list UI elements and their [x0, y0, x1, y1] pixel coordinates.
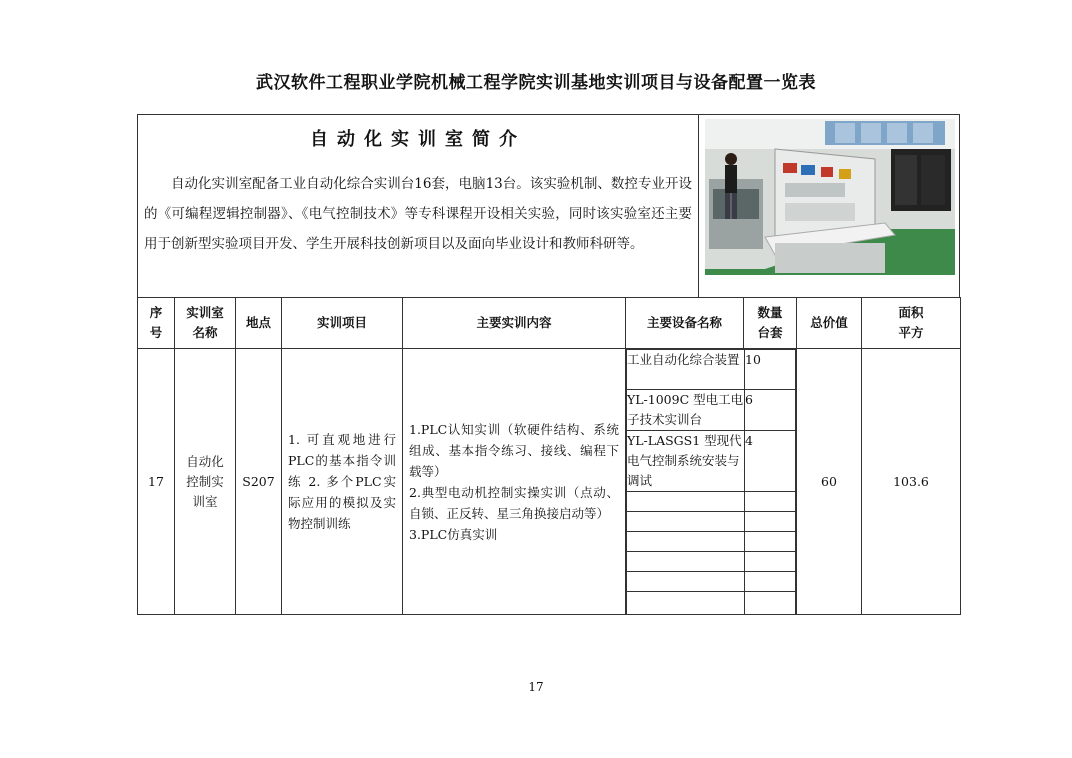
- content-item: 3.PLC仿真实训: [409, 526, 498, 542]
- equipment-name: [627, 592, 745, 614]
- equipment-row: [627, 492, 796, 512]
- training-table: [137, 297, 961, 615]
- content-item: 1.PLC认知实训（软硬件结构、系统组成、基本指令练习、接线、编程下载等）: [409, 421, 619, 479]
- content-item: 2.典型电动机控制实操实训（点动、自锁、正反转、星三角换接启动等）: [409, 484, 619, 521]
- equipment-qty: 6: [745, 390, 796, 431]
- header-quantity: 数量 台套: [744, 298, 797, 349]
- cell-room: [175, 349, 236, 615]
- lab-photo: [705, 119, 955, 275]
- equipment-name: 工业自动化综合装置: [627, 350, 745, 390]
- cell-value: 60: [797, 349, 862, 615]
- header-equipment: 主要设备名称: [626, 298, 744, 349]
- cell-content: [403, 349, 626, 615]
- intro-divider: [698, 115, 699, 297]
- header-room: 实训室 名称: [175, 298, 236, 349]
- equipment-row: [627, 572, 796, 592]
- cell-equipment: [626, 349, 797, 615]
- cell-index: 17: [138, 349, 175, 615]
- equipment-row: [627, 431, 796, 492]
- equipment-name: [627, 512, 745, 532]
- equipment-qty: 10: [745, 350, 796, 390]
- lab-photo-illustration: [705, 119, 955, 275]
- header-project: 实训项目: [282, 298, 403, 349]
- room-name: 自动化控制实训室: [186, 453, 224, 509]
- header-area: 面积 平方: [862, 298, 961, 349]
- intro-heading: 自动化实训室简介: [310, 129, 526, 150]
- equipment-qty: [745, 572, 796, 592]
- equipment-row: [627, 350, 796, 390]
- equipment-qty: [745, 532, 796, 552]
- intro-box: [137, 114, 960, 298]
- document-title: 武汉软件工程职业学院机械工程学院实训基地实训项目与设备配置一览表: [256, 73, 816, 93]
- cell-project: [282, 349, 403, 615]
- cell-area: 103.6: [862, 349, 961, 615]
- table-row: [138, 349, 961, 615]
- equipment-name: YL-LASGS1 型现代电气控制系统安装与调试: [627, 431, 745, 492]
- header-index: 序 号: [138, 298, 175, 349]
- header-location: 地点: [236, 298, 282, 349]
- header-row: [138, 298, 961, 349]
- intro-text: 自动化实训室配备工业自动化综合实训台16套，电脑13台。该实验机制、数控专业开设的《可编程逻辑控制器》、《电气控制技术》等专科课程开设相关实验，同时该实验室还主要用于创新型实验项目开发、学生开展科技创新项目以及面向毕业设计和教师科研等。: [144, 176, 692, 252]
- equipment-qty: [745, 512, 796, 532]
- page-number: 17: [528, 680, 544, 694]
- equipment-table: [626, 349, 796, 614]
- equipment-name: [627, 572, 745, 592]
- equipment-row: [627, 592, 796, 614]
- header-value: 总价值: [797, 298, 862, 349]
- equipment-name: [627, 532, 745, 552]
- equipment-qty: 4: [745, 431, 796, 492]
- equipment-name: [627, 492, 745, 512]
- equipment-row: [627, 390, 796, 431]
- equipment-name: [627, 552, 745, 572]
- equipment-name: YL-1009C 型电工电子技术实训台: [627, 390, 745, 431]
- header-content: 主要实训内容: [403, 298, 626, 349]
- equipment-row: [627, 552, 796, 572]
- project-text: 1. 可直观地进行PLC的基本指令训练 2. 多个PLC实际应用的模拟及实物控制训练: [288, 432, 396, 531]
- content-list: [403, 419, 625, 545]
- equipment-qty: [745, 592, 796, 614]
- equipment-qty: [745, 552, 796, 572]
- equipment-row: [627, 532, 796, 552]
- equipment-row: [627, 512, 796, 532]
- cell-location: S207: [236, 349, 282, 615]
- equipment-qty: [745, 492, 796, 512]
